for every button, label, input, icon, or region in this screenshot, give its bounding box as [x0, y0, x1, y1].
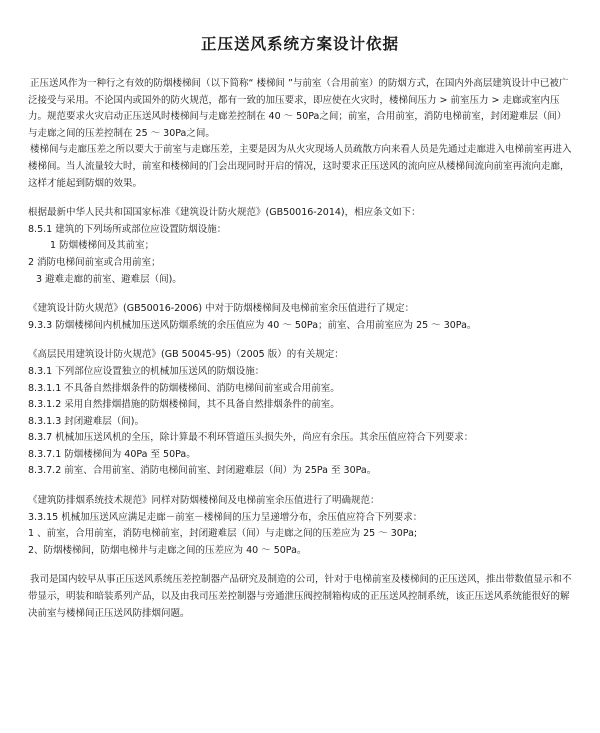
intro-paragraph-2: 楼梯间与走廊压差之所以要大于前室与走廊压差，主要是因为从火灾现场人员疏散方向来看人员是先通过走廊进入电梯前室再进入楼梯间。当人流量较大时，前室和楼梯间的门会出现同时开启的情况，这时要求正压送风的流向应从楼梯间流向前室再流向走廊，这样才能起到防烟的效果。 — [28, 144, 572, 189]
clause-line: 8.5.1 建筑的下列场所或部位应设置防烟设施： — [28, 223, 227, 235]
clause-line: 8.3.7.1 防烟楼梯间为 40Pa 至 50Pa。 — [28, 448, 196, 460]
clause-line: 8.3.1 下列部位应设置独立的机械加压送风的防烟设施： — [28, 365, 265, 377]
section-heading: 《建筑防排烟系统技术规范》同样对防烟楼梯间及电梯前室余压值进行了明确规范： — [28, 495, 380, 507]
clause-line: 3.3.15 机械加压送风应满足走廊－前室－楼梯间的压力呈递增分布，余压值应符合下列要求： — [28, 511, 423, 523]
list-item: 1 防烟楼梯间及其前室； — [50, 240, 155, 252]
section-gb50016-2006 — [28, 301, 572, 334]
section-heading: 《建筑设计防火规范》(GB50016-2006) 中对于防烟楼梯间及电梯前室余压值进行了规定： — [28, 303, 415, 315]
closing-paragraph: 我司是国内较早从事正压送风系统压差控制器产品研究及制造的公司，针对于电梯前室及楼梯间的正压送风，推出带数值显示和不带显示，明装和暗装系列产品，以及由我司压差控制器与旁通泄压阀控制箱构成的正压送风控制系统，该正压送风系统能很好的解决前室与楼梯间正压送风防排烟问题。 — [28, 574, 572, 619]
section-heading: 《高层民用建筑设计防火规范》(GB 50045-95)（2005 版）的有关规定： — [28, 349, 344, 361]
clause-line: 9.3.3 防烟楼梯间内机械加压送风防烟系统的余压值应为 40 ～ 50Pa；前室、合用前室应为 25 ～ 30Pa。 — [28, 319, 477, 331]
clause-line: 8.3.7.2 前室、合用前室、消防电梯间前室、封闭避难层（间）为 25Pa 至 30Pa。 — [28, 465, 377, 477]
clause-line: 8.3.1.2 采用自然排烟措施的防烟楼梯间，其不具备自然排烟条件的前室。 — [28, 399, 340, 411]
section-gb50045-95 — [28, 347, 572, 480]
clause-line: 8.3.1.1 不具备自然排烟条件的防烟楼梯间、消防电梯间前室或合用前室。 — [28, 382, 340, 394]
list-item: 2 消防电梯间前室或合用前室； — [28, 256, 161, 268]
section-smoke-control-spec — [28, 493, 572, 559]
clause-line: 1 、前室，合用前室，消防电梯前室，封闭避难层（间）与走廊之间的压差应为 25 ～ 30Pa; — [28, 528, 418, 540]
clause-line: 2、防烟楼梯间，防烟电梯井与走廊之间的压差应为 40 ～ 50Pa。 — [28, 544, 307, 556]
section-heading: 根据最新中华人民共和国国家标准《建筑设计防火规范》(GB50016-2014)，相应条文如下： — [28, 207, 421, 219]
page-title: 正压送风系统方案设计依据 — [200, 35, 399, 53]
clause-line: 8.3.1.3 封闭避难层（间)。 — [28, 415, 144, 427]
intro-paragraph: 正压送风作为一种行之有效的防烟楼梯间（以下简称“ 楼梯间 ”与前室（合用前室）的防烟方式，在国内外高层建筑设计中已被广泛接受与采用。不论国内或国外的防火规范，都有一致的加压要求，即应使在火灾时，楼梯间压力 > 前室压力 > 走廊或室内压力。规范要求火灾启动正压送风时楼梯间与走廊差控制在 40 ～ 50Pa之间；前室，合用前室，消防电梯前室，封闭避难层（间）与走廊之间的压差控制在 25 ～ 30Pa之间。 — [28, 78, 569, 139]
list-item: 3 避难走廊的前室、避难层（间)。 — [36, 273, 182, 285]
clause-line: 8.3.7 机械加压送风机的全压，除计算最不利环管道压头损失外，尚应有余压。其余压值应符合下列要求： — [28, 432, 474, 444]
section-gb50016-2014 — [28, 205, 572, 288]
